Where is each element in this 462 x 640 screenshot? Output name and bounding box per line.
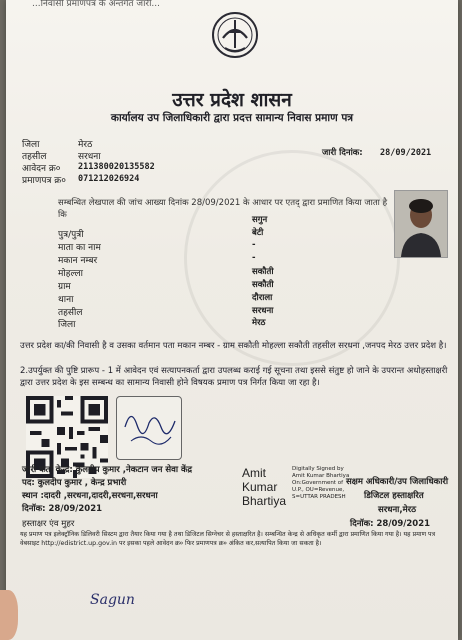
residence-paragraph: उत्तर प्रदेश का/की निवासी है व उसका वर्तमान पता मकान नम्बर - ग्राम सकौती मोहल्ला सकौती तहसील सरधना ,जनपद मेरठ उत्तर प्रदेश है। [20, 341, 447, 351]
up-government-emblem [210, 8, 260, 62]
detail-value-mohalla: सकौती [252, 267, 274, 277]
application-number: 211380020135582 [78, 162, 155, 172]
issue-date-value: 28/09/2021 [380, 148, 432, 158]
issuer-center: जारी कर्ता केन्द्र: कुलदीप कुमार ,नेकटान जन सेवा केंद्र [22, 465, 193, 475]
certificate-number: 071212026924 [78, 174, 140, 184]
page-title: उत्तर प्रदेश शासन [172, 89, 292, 111]
issuer-signature [116, 396, 182, 460]
applicant-photo [394, 190, 448, 258]
issue-date-label: जारी दिनांक: [322, 148, 363, 158]
signature-note: हस्ताक्षर एंव मुहर [22, 519, 75, 529]
tehsil-label: तहसील [22, 152, 47, 162]
issuer-place: स्थान :दादरी ,सरधना,दादरी,सरधना,सरधना [22, 491, 158, 501]
footer-note: यह प्रमाण पत्र इलेक्ट्रॉनिक डिलिवरी सिस्टम द्वारा तैयार किया गया है तथा डिजिटल सिग्नेचर से हस्ताक्षरित है। सम्बन्धित केन्द्र से अधिकृत कर्मी द्वारा प्रमाणित किया गया है। यह प्रमाण पत्र वेबसाइट http://edistrict.up.gov.in पर इसका पहले आवेदन क्र० फिर प्रमाणपत्र क्र० अंकित कर,सत्यापित किया जा सकता है। [20, 531, 436, 547]
detail-label-tehsil: तहसील [58, 308, 83, 318]
page-subtitle: कार्यालय उप जिलाधिकारी द्वारा प्रदत्त सामान्य निवास प्रमाण पत्र [110, 112, 354, 124]
authority-place: सरधना,मेरठ [378, 505, 417, 515]
intro-text: सम्बन्धित लेखपाल की जांच आख्या दिनांक 28/09/2021 के आधार पर एतद् द्वारा प्रमाणित किया जाता है कि [58, 198, 388, 220]
detail-value-village: सकौती [252, 280, 274, 290]
detail-label-mother: माता का नाम [58, 243, 101, 253]
issuer-date: दिनॉक: 28/09/2021 [22, 504, 103, 514]
certificate-label: प्रमाणपत्र क्र० [22, 176, 66, 186]
detail-value-district: मेरठ [252, 318, 266, 328]
detail-value-police-station: दौराला [252, 293, 273, 303]
confirmation-paragraph: 2.उपर्युक्त की पुष्टि प्रारूप - 1 में आवेदन एवं सत्यापनकर्ता द्वारा उपलब्ध कराई गई सूचना तथा इससे संतुष्ट हो जाने के उपरान्त अधोहस्ताक्षरी द्वारा उत्तर प्रदेश के इस सम्बन्ध का सामान्य निवासी होने विषयक प्रमाण पत्र निर्गत किया जा रहा है। [20, 366, 448, 388]
authority-title: सक्षम अधिकारी/उप जिलाधिकारी [346, 477, 449, 487]
detail-value-name: सगुन [252, 215, 268, 225]
detail-label-house: मकान नम्बर [58, 256, 98, 266]
district-value: मेरठ [78, 140, 93, 150]
detail-label-police-station: थाना [58, 295, 74, 305]
application-label: आवेदन क्र० [22, 164, 61, 174]
digital-signer-name: Amit Kumar Bhartiya [242, 466, 287, 508]
digital-signature-note: Digitally Signed by Amit Kumar Bhartiya On:Government of U.P., OU=Revenue, S=UTTAR PRADESH [292, 466, 350, 500]
detail-value-mother: - [252, 240, 256, 250]
detail-value-relation: बेटी [252, 228, 264, 238]
issuer-post: पद: कुलदीप कुमार , केन्द्र प्रभारी [22, 478, 127, 488]
certificate-paper [6, 0, 458, 640]
detail-value-house: - [252, 253, 256, 263]
detail-label-relation: पुत्र/पुत्री [58, 230, 84, 240]
detail-value-tehsil: सरधना [252, 306, 274, 316]
handwritten-name: Sagun [90, 592, 135, 608]
district-label: जिला [22, 140, 40, 150]
detail-label-district: जिला [58, 320, 76, 330]
detail-label-village: ग्राम [58, 282, 71, 292]
tehsil-value: सरधना [78, 152, 101, 162]
authority-sign: डिजिटल हस्ताक्षरित [364, 491, 424, 501]
authority-date: दिनॉक: 28/09/2021 [350, 519, 431, 529]
top-note: ...निवासी प्रमाणपत्र के अन्तर्गत जारी... [32, 0, 161, 9]
watermark-emblem [184, 150, 400, 366]
finger-edge [0, 590, 18, 640]
detail-label-mohalla: मोहल्ला [58, 269, 83, 279]
